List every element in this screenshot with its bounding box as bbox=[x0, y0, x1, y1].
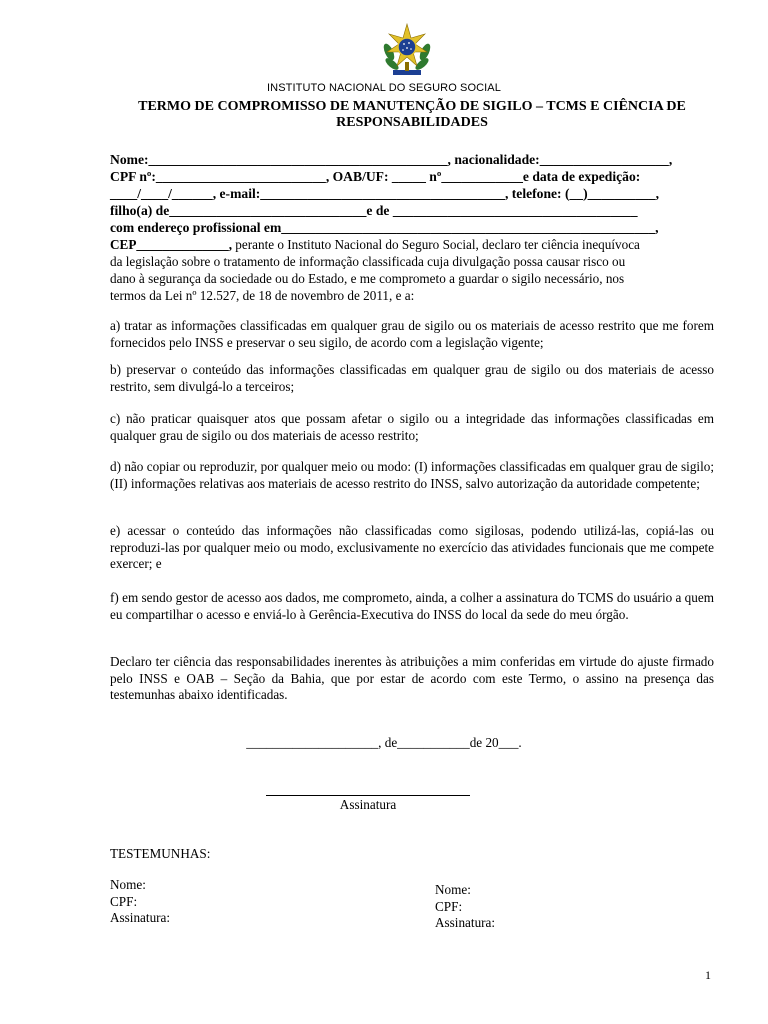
clause-c: c) não praticar quaisquer atos que possam afetar o sigilo ou a integridade das informações classificadas em qualquer grau de sigilo ou dos materiais de acesso restrito; bbox=[110, 411, 714, 443]
form-line-cep bbox=[110, 236, 714, 253]
cep-line-text: perante o Instituto Nacional do Seguro Social, declaro ter ciência inequívoca bbox=[231, 237, 640, 252]
page-number: 1 bbox=[705, 968, 711, 982]
institute-name: INSTITUTO NACIONAL DO SEGURO SOCIAL bbox=[267, 82, 501, 94]
clause-b: b) preservar o conteúdo das informações classificadas em qualquer grau de sigilo ou dos materiais de acesso restrito, sem divulgá-lo a terceiros; bbox=[110, 362, 714, 394]
form-line-name-nationality: Nome:____________________________________________, nacionalidade:___________________, bbox=[110, 152, 673, 167]
form-line-cpf-oab: CPF nº:_________________________, OAB/UF: _____ nº____________e data de expedição: bbox=[110, 169, 641, 184]
document-title bbox=[110, 99, 714, 131]
intro-line-4: termos da Lei nº 12.527, de 18 de novembro de 2011, e a: bbox=[110, 288, 415, 303]
brazil-coat-of-arms-emblem bbox=[383, 22, 431, 80]
witness-right-cpf: CPF: bbox=[435, 898, 463, 914]
form-line-date-email-phone: ____/____/______, e-mail:____________________________________, telefone: (__)__________, bbox=[110, 186, 659, 201]
witness-left-cpf: CPF: bbox=[110, 893, 138, 909]
form-line-address: com endereço profissional em_______________________________________________________, bbox=[110, 220, 659, 235]
title-line-2: RESPONSABILIDADES bbox=[336, 115, 488, 130]
cep-field: CEP______________, bbox=[110, 237, 232, 252]
witness-right bbox=[435, 882, 495, 932]
signature-label: Assinatura bbox=[339, 797, 397, 812]
witness-left-signature: Assinatura: bbox=[110, 910, 171, 925]
clause-e: e) acessar o conteúdo das informações não classificadas como sigilosas, podendo utilizá-las, copiá-las ou reproduzi-las por qualquer meio ou modo, exclusivamente no exercício das atividades funcionais que me compete exercer; e bbox=[110, 523, 714, 571]
intro-line-3: dano à segurança da sociedade ou do Estado, e me comprometo a guardar o sigilo necessário, nos bbox=[110, 271, 625, 286]
form-line-parents: filho(a) de_____________________________e de ____________________________________ bbox=[110, 203, 638, 218]
intro-line-2: da legislação sobre o tratamento de informação classificada cuja divulgação possa causar risco ou bbox=[110, 254, 626, 269]
witness-right-signature: Assinatura: bbox=[435, 915, 496, 930]
title-line-1: TERMO DE COMPROMISSO DE MANUTENÇÃO DE SIGILO – TCMS E CIÊNCIA DE bbox=[138, 99, 686, 114]
clause-a: a) tratar as informações classificadas em qualquer grau de sigilo ou os materiais de acesso restrito que me forem fornecidos pelo INSS e preservar o seu sigilo, de acordo com a legislação vigente; bbox=[110, 318, 714, 350]
signature-line bbox=[266, 795, 470, 796]
clause-f: f) em sendo gestor de acesso aos dados, me comprometo, ainda, a colher a assinatura do TCMS do usuário a quem eu compartilhar o acesso e enviá-lo à Gerência-Executiva do INSS do local da sede do meu órgão. bbox=[110, 590, 714, 622]
witnesses-heading: TESTEMUNHAS: bbox=[110, 846, 211, 861]
place-date-line: ____________________, de___________de 20___. bbox=[246, 735, 522, 750]
clause-d: d) não copiar ou reproduzir, por qualquer meio ou modo: (I) informações classificadas em qualquer grau de sigilo; (II) informações relativas aos materiais de acesso restrito do INSS, salvo autorização da autoridade competente; bbox=[110, 459, 714, 491]
declaration-paragraph: Declaro ter ciência das responsabilidades inerentes às atribuições a mim conferidas em virtude do ajuste firmado pelo INSS e OAB – Seção da Bahia, que por estar de acordo com este Termo, o assino na presença das testemunhas abaixo identificadas. bbox=[110, 654, 714, 702]
witness-right-name: Nome: bbox=[435, 882, 471, 897]
witness-left bbox=[110, 877, 170, 927]
witness-left-name: Nome: bbox=[110, 877, 146, 892]
